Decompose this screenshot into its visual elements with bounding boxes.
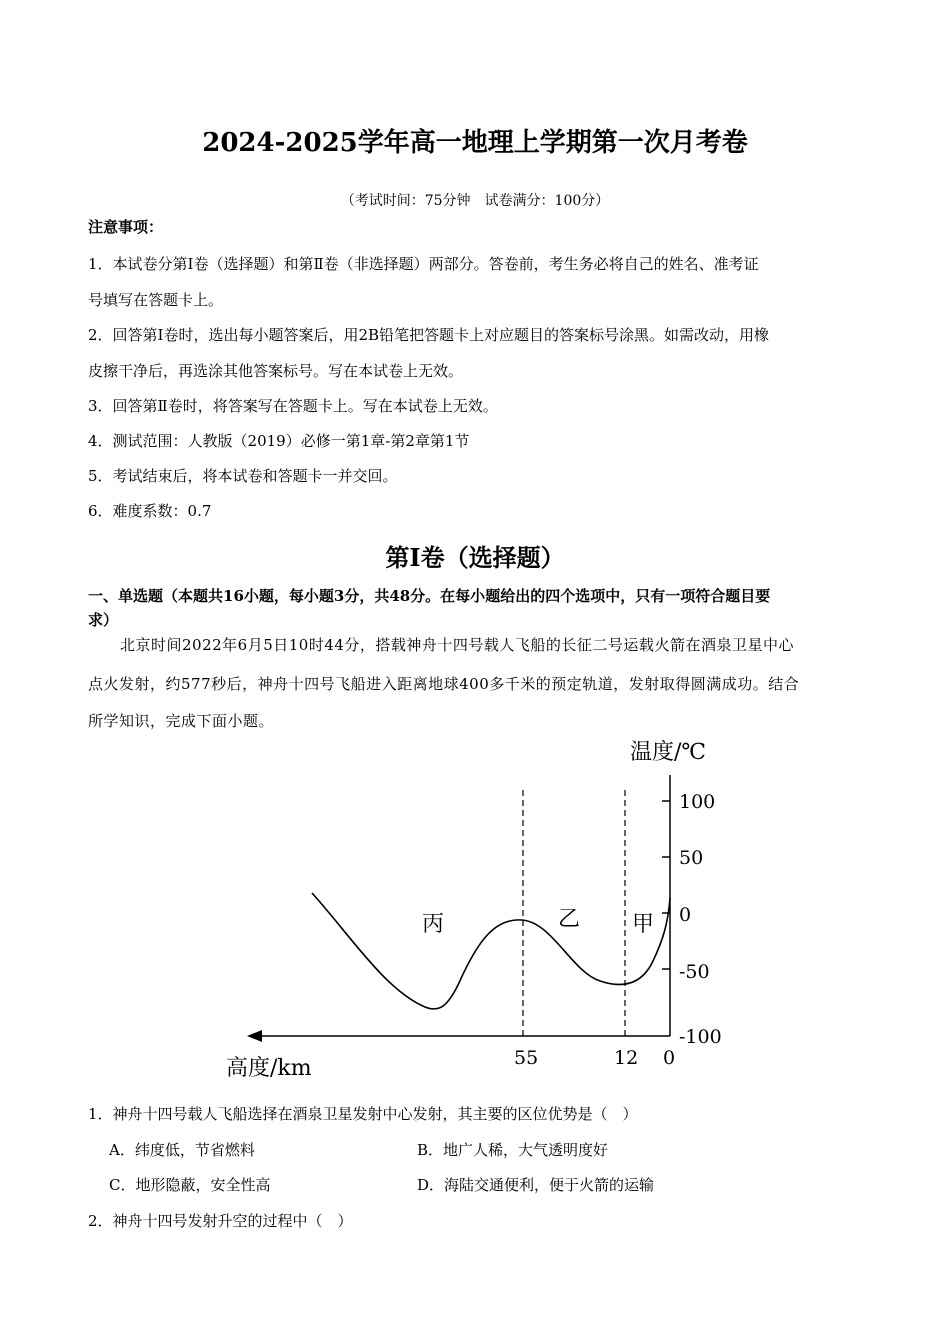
- question-2-stem: 2．神舟十四号发射升空的过程中（ ）: [88, 1212, 353, 1230]
- x-tick-label: 12: [614, 1047, 639, 1069]
- region-label-jia: 甲: [632, 912, 655, 937]
- x-tick-label: 55: [514, 1047, 539, 1069]
- notice-item-2a: 2．回答第Ⅰ卷时，选出每小题答案后，用2B铅笔把答题卡上对应题目的答案标号涂黑。如需改动，用橡: [88, 326, 770, 344]
- notice-item-1a: 1．本试卷分第Ⅰ卷（选择题）和第Ⅱ卷（非选择题）两部分。答卷前，考生务必将自己的姓名、准考证: [88, 255, 759, 273]
- y-tick-label: 100: [679, 791, 716, 813]
- passage-line-2: 点火发射，约577秒后，神舟十四号飞船进入距离地球400多千米的预定轨道，发射取得圆满成功。结合: [88, 675, 800, 693]
- y-axis-label: 温度/℃: [630, 740, 707, 765]
- notice-item-2b: 皮擦干净后，再选涂其他答案标号。写在本试卷上无效。: [88, 362, 464, 380]
- exam-meta: （考试时间：75分钟 试卷满分：100分）: [340, 193, 610, 209]
- x-axis-label: 高度/km: [226, 1056, 312, 1081]
- question-1-stem: 1．神舟十四号载人飞船选择在酒泉卫星发射中心发射，其主要的区位优势是（ ）: [88, 1105, 638, 1123]
- notice-item-4: 4．测试范围：人教版（2019）必修一第1章-第2章第1节: [88, 432, 470, 450]
- question-1-option-d: D．海陆交通便利，便于火箭的运输: [417, 1176, 655, 1194]
- y-tick-label: -50: [679, 961, 710, 983]
- notice-item-1b: 号填写在答题卡上。: [88, 291, 224, 309]
- question-1-option-a: A．纬度低，节省燃料: [109, 1141, 255, 1159]
- y-tick-label: 50: [679, 847, 704, 869]
- section-instruction-cont: 求）: [88, 611, 119, 629]
- notice-item-5: 5．考试结束后，将本试卷和答题卡一并交回。: [88, 467, 398, 485]
- x-tick-label: 0: [663, 1047, 676, 1069]
- y-tick-label: -100: [679, 1026, 722, 1048]
- section-instruction: 一、单选题（本题共16小题，每小题3分，共48分。在每小题给出的四个选项中，只有一项符合题目要: [88, 587, 771, 605]
- notice-item-6: 6．难度系数：0.7: [88, 502, 212, 520]
- exam-title: 2024-2025学年高一地理上学期第一次月考卷: [202, 128, 748, 158]
- temperature-curve: [312, 893, 670, 1009]
- passage-line-3: 所学知识，完成下面小题。: [88, 712, 275, 730]
- passage-line-1: 北京时间2022年6月5日10时44分，搭载神舟十四号载人飞船的长征二号运载火箭在酒泉卫星中心: [120, 636, 794, 654]
- region-label-bing: 丙: [422, 912, 445, 937]
- section-title: 第Ⅰ卷（选择题）: [385, 543, 565, 572]
- x-axis-arrow-icon: [247, 1030, 262, 1042]
- notice-heading: 注意事项：: [88, 218, 164, 236]
- temperature-altitude-figure: [0, 730, 950, 1090]
- question-1-option-b: B．地广人稀，大气透明度好: [417, 1141, 609, 1159]
- region-label-yi: 乙: [558, 907, 581, 932]
- notice-item-3: 3．回答第Ⅱ卷时，将答案写在答题卡上。写在本试卷上无效。: [88, 397, 498, 415]
- question-1-option-c: C．地形隐蔽，安全性高: [109, 1176, 271, 1194]
- y-tick-label: 0: [679, 904, 692, 926]
